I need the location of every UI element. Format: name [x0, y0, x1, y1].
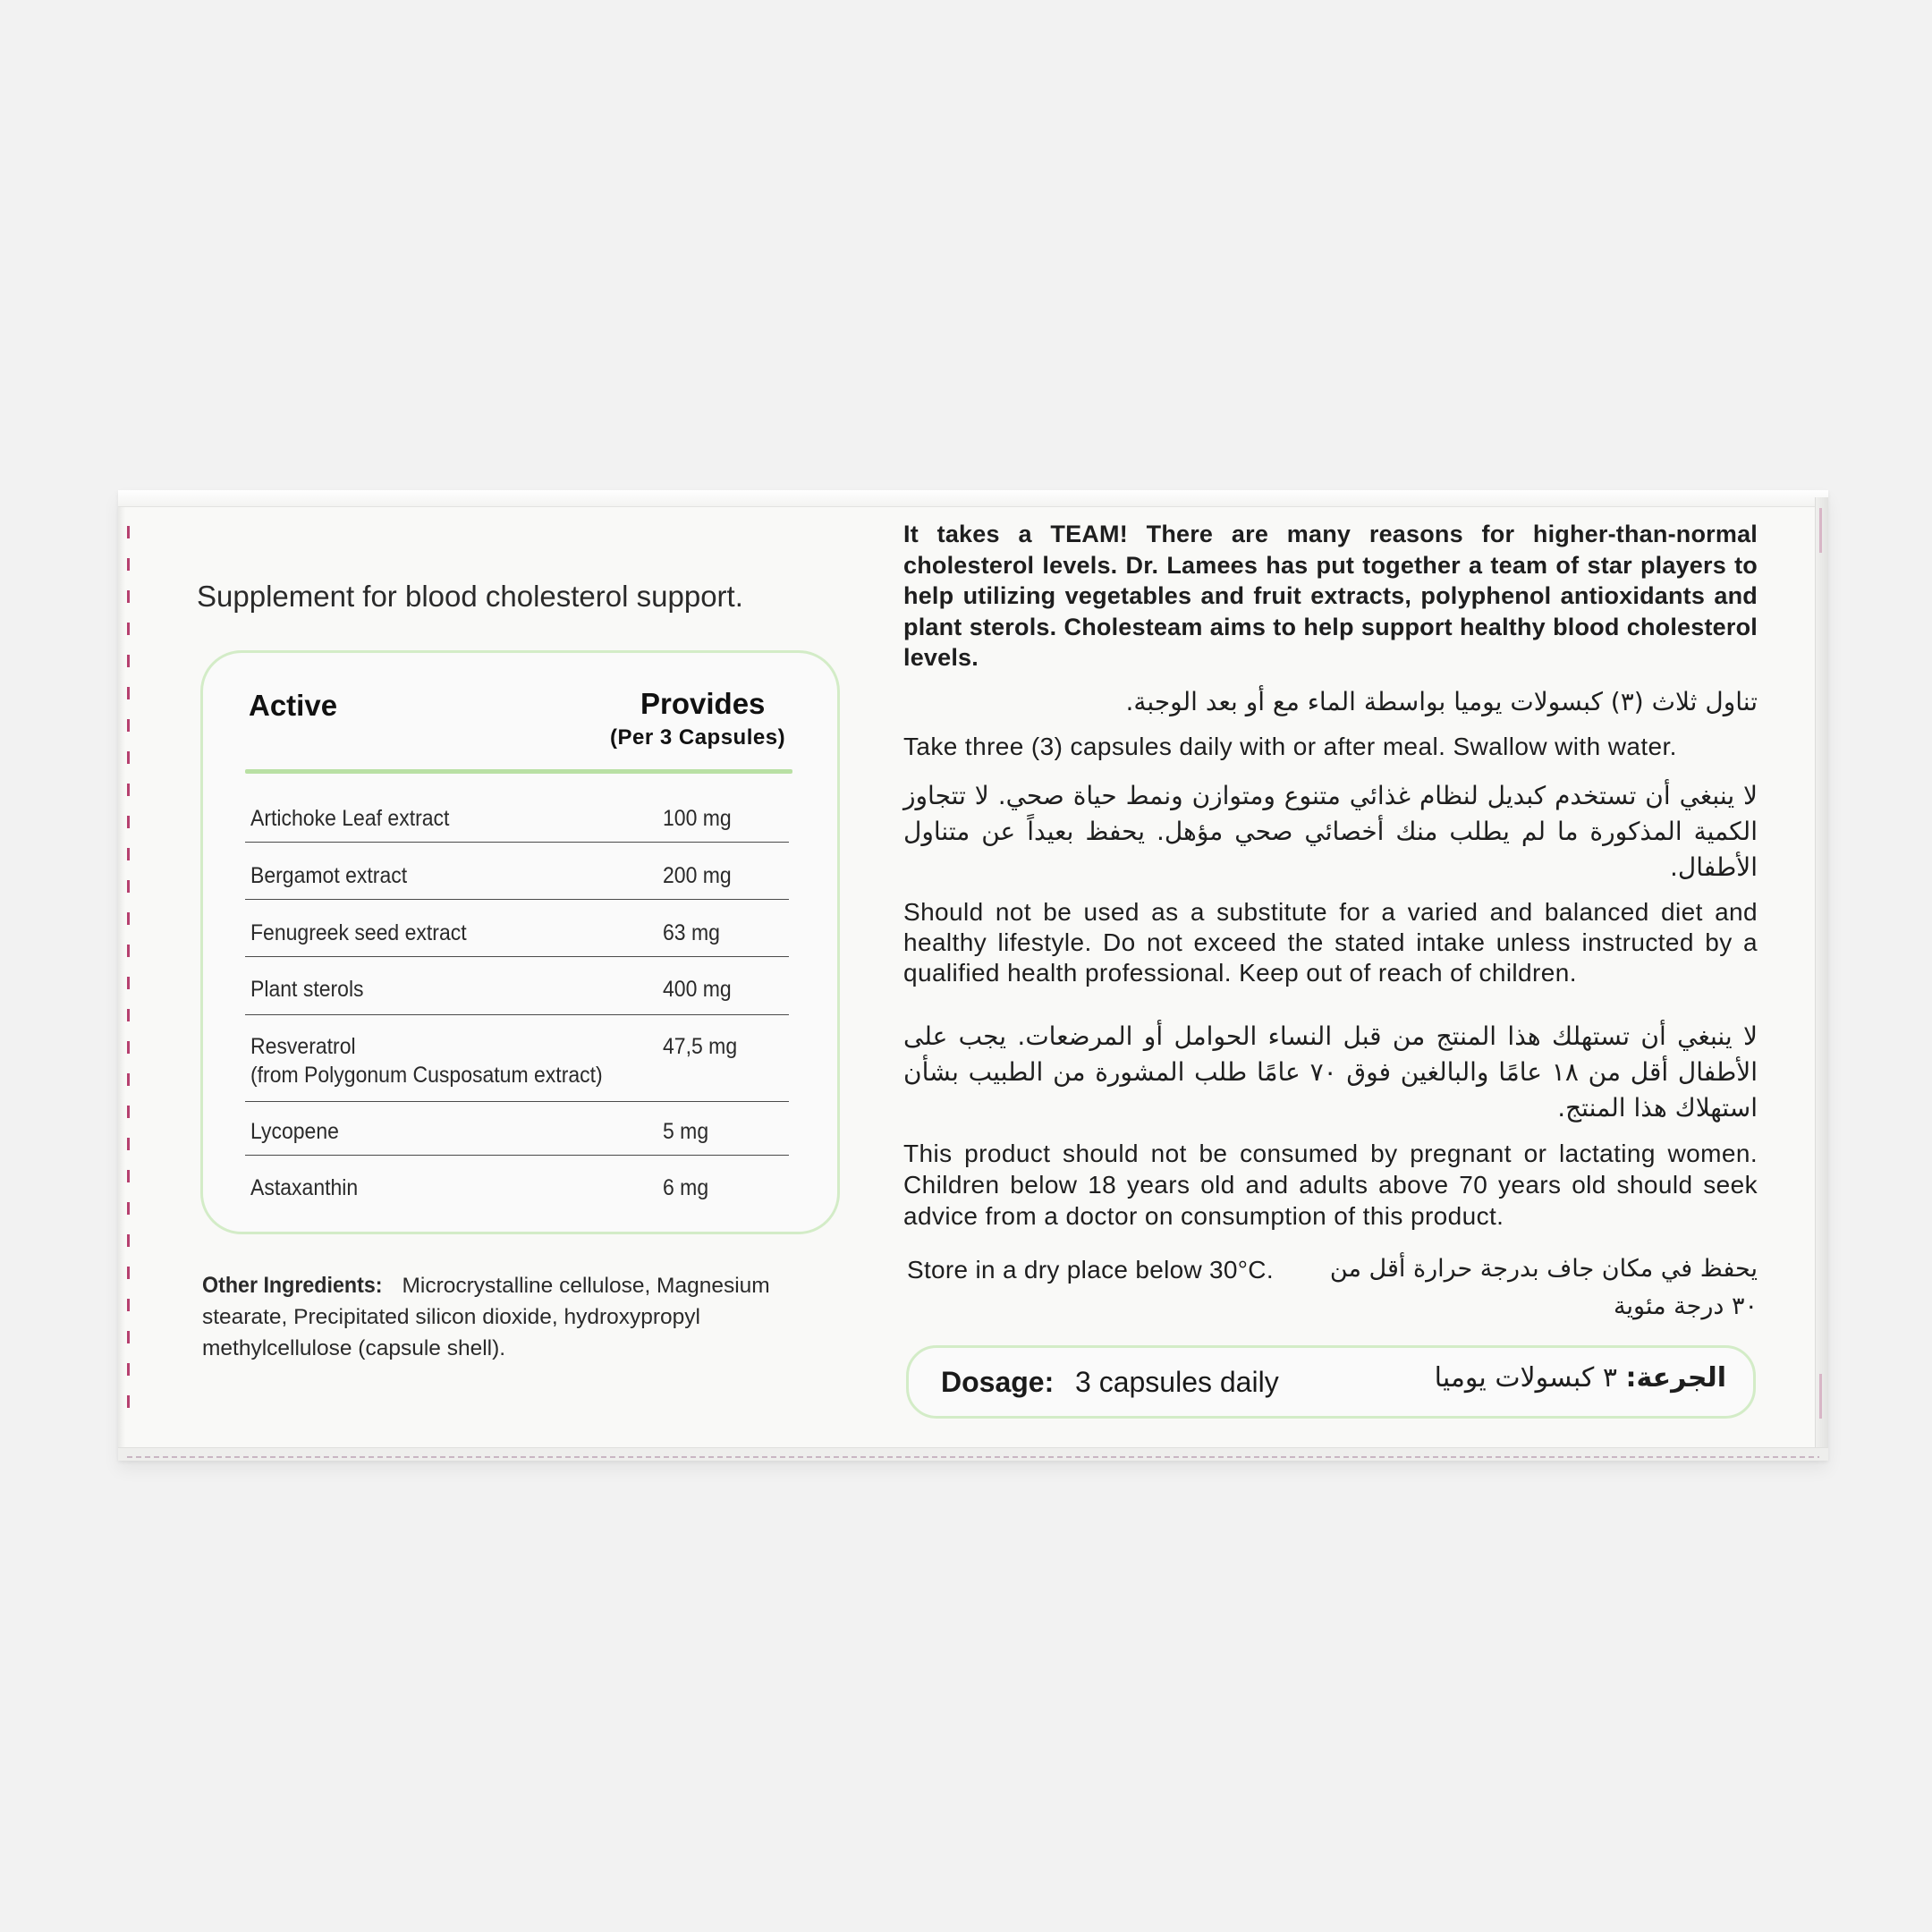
dosage-label: Dosage: [941, 1366, 1055, 1398]
storage-english: Store in a dry place below 30°C. [907, 1256, 1274, 1284]
table-row [245, 1174, 789, 1209]
dosage-value: 3 capsules daily [1075, 1366, 1279, 1398]
ingredient-amount: 400 mg [663, 977, 732, 1002]
column-header-provides: Provides [640, 687, 766, 720]
pregnancy-arabic: لا ينبغي أن تستهلك هذا المنتج من قبل النساء الحوامل أو المرضعات. يجب على الأطفال أقل من ١٨ عامًا والبالغين فوق ٧٠ عامًا طلب المشورة من الطبيب بشأن استهلاك هذا المنتج. [903, 1021, 1758, 1123]
table-row [245, 1032, 789, 1102]
ingredient-amount: 6 mg [663, 1175, 709, 1200]
column-header-per-capsules: (Per 3 Capsules) [610, 725, 786, 750]
dosage-label-arabic: الجرعة: [1625, 1362, 1726, 1394]
ingredient-name: Fenugreek seed extract [250, 920, 467, 945]
table-row [245, 804, 789, 843]
ingredient-name: Plant sterols [250, 977, 364, 1002]
ingredient-name: Bergamot extract [250, 863, 408, 888]
dosage-arabic [1435, 1362, 1726, 1394]
dosage-badge [906, 1345, 1756, 1419]
box-left-flap [118, 490, 125, 1461]
ingredient-name: Resveratrol [250, 1034, 356, 1059]
box-top-edge [118, 490, 1828, 507]
other-ingredients [202, 1270, 846, 1364]
dosage-value-arabic: ٣ كبسولات يوميا [1434, 1362, 1617, 1394]
usage-arabic: تناول ثلاث (٣) كبسولات يوميا بواسطة الماء مع أو بعد الوجبة. [1125, 687, 1758, 716]
ingredient-amount: 47,5 mg [663, 1034, 738, 1059]
ingredient-name: Lycopene [250, 1119, 339, 1144]
warning-arabic: لا ينبغي أن تستخدم كبديل لنظام غذائي متنوع ومتوازن ونمط حياة صحي. لا تتجاوز الكمية المذكورة ما لم يطلب منك أخصائي صحي مؤهل. يحفظ بعيداً عن متناول الأطفال. [903, 781, 1758, 882]
intro-paragraph: It takes a TEAM! There are many reasons for higher-than-normal cholesterol levels. Dr. Lamees has put together a team of star players to help utilizing vegetables and fruit extracts, polyphenol antioxidants and plant sterols. Cholesteam aims to help support healthy blood cholesterol levels. [903, 521, 1758, 671]
header-divider [245, 769, 792, 774]
table-row [245, 861, 789, 900]
table-row [245, 1117, 789, 1156]
storage-arabic: يحفظ في مكان جاف بدرجة حرارة أقل من ٣٠ درجة مئوية [1329, 1255, 1758, 1320]
ingredient-name: Artichoke Leaf extract [250, 806, 450, 831]
ingredient-amount: 200 mg [663, 863, 732, 888]
ingredient-source: (from Polygonum Cusposatum extract) [250, 1063, 603, 1088]
table-row [245, 919, 789, 957]
ingredient-name: Astaxanthin [250, 1175, 359, 1200]
box-fold-marks [127, 526, 130, 1420]
product-subtitle: Supplement for blood cholesterol support. [197, 580, 743, 613]
other-ingredients-label: Other Ingredients: [202, 1273, 383, 1298]
box-bottom-edge [118, 1447, 1828, 1461]
usage-english: Take three (3) capsules daily with or after meal. Swallow with water. [903, 733, 1677, 760]
ingredient-amount: 5 mg [663, 1119, 709, 1144]
warning-english: Should not be used as a substitute for a varied and balanced diet and healthy lifestyle. Do not exceed the stated intake unless instructed by a qualified health professional. Keep out of reach of children. [903, 898, 1758, 987]
table-row [245, 975, 789, 1015]
ingredient-amount: 100 mg [663, 806, 732, 831]
column-header-active: Active [249, 689, 338, 722]
pregnancy-english: This product should not be consumed by pregnant or lactating women. Children below 18 years old and adults above 70 years old should seek advice from a doctor on consumption of this product. [903, 1140, 1758, 1230]
ingredient-amount: 63 mg [663, 920, 720, 945]
other-ingredients-text: Microcrystalline cellulose, Magnesium stearate, Precipitated silicon dioxide, hydroxypropyl methylcellulose (capsule shell). [202, 1274, 770, 1360]
box-right-flap [1815, 497, 1828, 1454]
